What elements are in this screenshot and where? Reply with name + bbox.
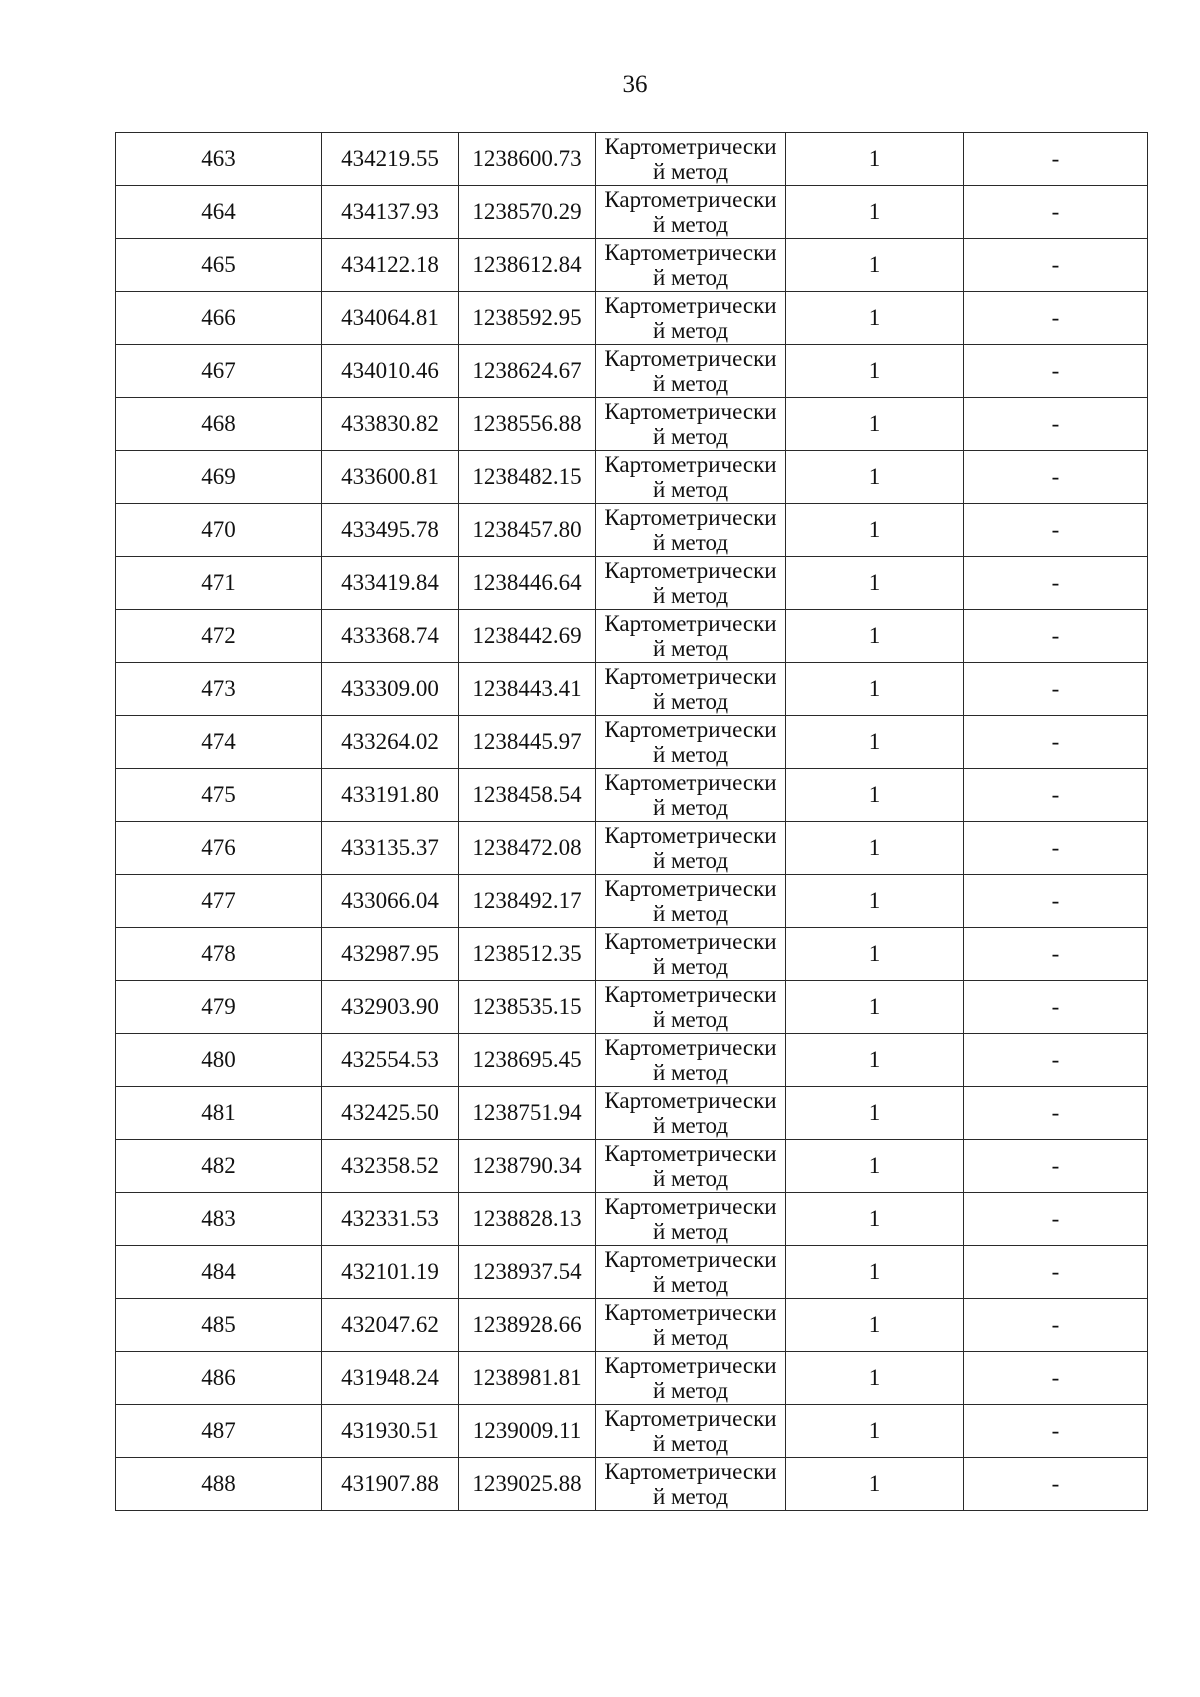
x-coordinate-cell: 432425.50 xyxy=(322,1087,459,1140)
method-line-1: Картометрически xyxy=(604,505,777,530)
note-cell: - xyxy=(964,822,1148,875)
y-coordinate-cell: 1238928.66 xyxy=(459,1299,596,1352)
accuracy-cell: 1 xyxy=(786,981,964,1034)
note-cell: - xyxy=(964,1299,1148,1352)
method-line-1: Картометрически xyxy=(604,1088,777,1113)
y-coordinate-cell: 1238443.41 xyxy=(459,663,596,716)
accuracy-cell: 1 xyxy=(786,292,964,345)
method-line-1: Картометрически xyxy=(604,1194,777,1219)
point-number-cell: 466 xyxy=(116,292,322,345)
method-line-2: й метод xyxy=(652,1272,729,1297)
x-coordinate-cell: 432554.53 xyxy=(322,1034,459,1087)
method-line-1: Картометрически xyxy=(604,346,777,371)
method-line-2: й метод xyxy=(652,265,729,290)
table-row xyxy=(116,1352,1148,1405)
table-row xyxy=(116,186,1148,239)
table-body xyxy=(116,133,1148,1511)
method-cell xyxy=(596,1193,786,1246)
method-line-2: й метод xyxy=(652,1219,729,1244)
method-cell xyxy=(596,875,786,928)
x-coordinate-cell: 433495.78 xyxy=(322,504,459,557)
accuracy-cell: 1 xyxy=(786,822,964,875)
table-row xyxy=(116,822,1148,875)
point-number-cell: 472 xyxy=(116,610,322,663)
note-cell: - xyxy=(964,239,1148,292)
method-line-1: Картометрически xyxy=(604,1035,777,1060)
accuracy-cell: 1 xyxy=(786,398,964,451)
note-cell: - xyxy=(964,1087,1148,1140)
accuracy-cell: 1 xyxy=(786,1087,964,1140)
point-number-cell: 467 xyxy=(116,345,322,398)
accuracy-cell: 1 xyxy=(786,1299,964,1352)
method-line-2: й метод xyxy=(652,1484,729,1509)
accuracy-cell: 1 xyxy=(786,1140,964,1193)
method-cell xyxy=(596,504,786,557)
point-number-cell: 475 xyxy=(116,769,322,822)
point-number-cell: 484 xyxy=(116,1246,322,1299)
note-cell: - xyxy=(964,1458,1148,1511)
y-coordinate-cell: 1238482.15 xyxy=(459,451,596,504)
method-line-1: Картометрически xyxy=(604,1406,777,1431)
table-row xyxy=(116,504,1148,557)
method-line-1: Картометрически xyxy=(604,293,777,318)
table-row xyxy=(116,1034,1148,1087)
note-cell: - xyxy=(964,1246,1148,1299)
point-number-cell: 477 xyxy=(116,875,322,928)
note-cell: - xyxy=(964,1405,1148,1458)
method-cell xyxy=(596,928,786,981)
x-coordinate-cell: 432047.62 xyxy=(322,1299,459,1352)
method-cell xyxy=(596,292,786,345)
method-cell xyxy=(596,1299,786,1352)
x-coordinate-cell: 434137.93 xyxy=(322,186,459,239)
method-line-2: й метод xyxy=(652,1325,729,1350)
method-line-1: Картометрически xyxy=(604,717,777,742)
method-cell xyxy=(596,1140,786,1193)
x-coordinate-cell: 431930.51 xyxy=(322,1405,459,1458)
page-number: 36 xyxy=(622,71,648,98)
method-cell xyxy=(596,822,786,875)
method-line-2: й метод xyxy=(652,689,729,714)
accuracy-cell: 1 xyxy=(786,875,964,928)
method-line-2: й метод xyxy=(652,848,729,873)
x-coordinate-cell: 433309.00 xyxy=(322,663,459,716)
y-coordinate-cell: 1238445.97 xyxy=(459,716,596,769)
accuracy-cell: 1 xyxy=(786,504,964,557)
method-line-2: й метод xyxy=(652,371,729,396)
method-cell xyxy=(596,716,786,769)
method-line-2: й метод xyxy=(652,1378,729,1403)
table-row xyxy=(116,928,1148,981)
y-coordinate-cell: 1238624.67 xyxy=(459,345,596,398)
method-cell xyxy=(596,451,786,504)
point-number-cell: 474 xyxy=(116,716,322,769)
y-coordinate-cell: 1238472.08 xyxy=(459,822,596,875)
point-number-cell: 470 xyxy=(116,504,322,557)
y-coordinate-cell: 1238570.29 xyxy=(459,186,596,239)
table-row xyxy=(116,1299,1148,1352)
x-coordinate-cell: 434122.18 xyxy=(322,239,459,292)
point-number-cell: 480 xyxy=(116,1034,322,1087)
note-cell: - xyxy=(964,292,1148,345)
method-line-2: й метод xyxy=(652,636,729,661)
accuracy-cell: 1 xyxy=(786,239,964,292)
x-coordinate-cell: 431907.88 xyxy=(322,1458,459,1511)
note-cell: - xyxy=(964,398,1148,451)
method-line-2: й метод xyxy=(652,1113,729,1138)
x-coordinate-cell: 432331.53 xyxy=(322,1193,459,1246)
method-cell xyxy=(596,610,786,663)
table-row xyxy=(116,769,1148,822)
method-cell xyxy=(596,1352,786,1405)
method-line-2: й метод xyxy=(652,1060,729,1085)
method-cell xyxy=(596,133,786,186)
x-coordinate-cell: 433135.37 xyxy=(322,822,459,875)
method-line-2: й метод xyxy=(652,1166,729,1191)
method-line-2: й метод xyxy=(652,530,729,555)
method-cell xyxy=(596,1087,786,1140)
y-coordinate-cell: 1238751.94 xyxy=(459,1087,596,1140)
method-line-1: Картометрически xyxy=(604,929,777,954)
y-coordinate-cell: 1238695.45 xyxy=(459,1034,596,1087)
method-line-1: Картометрически xyxy=(604,452,777,477)
table-row xyxy=(116,1458,1148,1511)
method-cell xyxy=(596,1458,786,1511)
note-cell: - xyxy=(964,875,1148,928)
table-row xyxy=(116,345,1148,398)
point-number-cell: 488 xyxy=(116,1458,322,1511)
note-cell: - xyxy=(964,186,1148,239)
method-line-2: й метод xyxy=(652,583,729,608)
y-coordinate-cell: 1239025.88 xyxy=(459,1458,596,1511)
note-cell: - xyxy=(964,557,1148,610)
point-number-cell: 471 xyxy=(116,557,322,610)
y-coordinate-cell: 1238442.69 xyxy=(459,610,596,663)
table-row xyxy=(116,451,1148,504)
point-number-cell: 469 xyxy=(116,451,322,504)
table-row xyxy=(116,133,1148,186)
note-cell: - xyxy=(964,1034,1148,1087)
table-row xyxy=(116,398,1148,451)
method-line-2: й метод xyxy=(652,318,729,343)
table-row xyxy=(116,292,1148,345)
note-cell: - xyxy=(964,928,1148,981)
note-cell: - xyxy=(964,345,1148,398)
method-cell xyxy=(596,557,786,610)
x-coordinate-cell: 433066.04 xyxy=(322,875,459,928)
y-coordinate-cell: 1238612.84 xyxy=(459,239,596,292)
y-coordinate-cell: 1238492.17 xyxy=(459,875,596,928)
note-cell: - xyxy=(964,504,1148,557)
x-coordinate-cell: 433368.74 xyxy=(322,610,459,663)
table-row xyxy=(116,1405,1148,1458)
method-cell xyxy=(596,345,786,398)
y-coordinate-cell: 1238458.54 xyxy=(459,769,596,822)
point-number-cell: 479 xyxy=(116,981,322,1034)
x-coordinate-cell: 433830.82 xyxy=(322,398,459,451)
note-cell: - xyxy=(964,769,1148,822)
table-row xyxy=(116,610,1148,663)
x-coordinate-cell: 431948.24 xyxy=(322,1352,459,1405)
point-number-cell: 482 xyxy=(116,1140,322,1193)
method-line-2: й метод xyxy=(652,212,729,237)
table-row xyxy=(116,1246,1148,1299)
method-line-1: Картометрически xyxy=(604,1247,777,1272)
method-line-2: й метод xyxy=(652,901,729,926)
x-coordinate-cell: 432101.19 xyxy=(322,1246,459,1299)
method-cell xyxy=(596,1034,786,1087)
x-coordinate-cell: 434064.81 xyxy=(322,292,459,345)
method-cell xyxy=(596,1405,786,1458)
method-cell xyxy=(596,239,786,292)
method-line-1: Картометрически xyxy=(604,611,777,636)
method-line-1: Картометрически xyxy=(604,982,777,1007)
y-coordinate-cell: 1238446.64 xyxy=(459,557,596,610)
point-number-cell: 463 xyxy=(116,133,322,186)
method-line-2: й метод xyxy=(652,477,729,502)
method-line-1: Картометрически xyxy=(604,1353,777,1378)
method-cell xyxy=(596,663,786,716)
table-row xyxy=(116,716,1148,769)
accuracy-cell: 1 xyxy=(786,663,964,716)
method-line-2: й метод xyxy=(652,795,729,820)
method-cell xyxy=(596,981,786,1034)
coordinates-table xyxy=(115,132,1148,1511)
accuracy-cell: 1 xyxy=(786,928,964,981)
x-coordinate-cell: 432903.90 xyxy=(322,981,459,1034)
accuracy-cell: 1 xyxy=(786,769,964,822)
method-line-1: Картометрически xyxy=(604,187,777,212)
accuracy-cell: 1 xyxy=(786,1405,964,1458)
point-number-cell: 487 xyxy=(116,1405,322,1458)
y-coordinate-cell: 1238592.95 xyxy=(459,292,596,345)
point-number-cell: 468 xyxy=(116,398,322,451)
y-coordinate-cell: 1238828.13 xyxy=(459,1193,596,1246)
y-coordinate-cell: 1238937.54 xyxy=(459,1246,596,1299)
table-row xyxy=(116,557,1148,610)
x-coordinate-cell: 432358.52 xyxy=(322,1140,459,1193)
point-number-cell: 465 xyxy=(116,239,322,292)
method-line-1: Картометрически xyxy=(604,399,777,424)
point-number-cell: 486 xyxy=(116,1352,322,1405)
accuracy-cell: 1 xyxy=(786,186,964,239)
method-line-1: Картометрически xyxy=(604,1141,777,1166)
accuracy-cell: 1 xyxy=(786,557,964,610)
method-line-2: й метод xyxy=(652,954,729,979)
table-row xyxy=(116,1140,1148,1193)
point-number-cell: 485 xyxy=(116,1299,322,1352)
y-coordinate-cell: 1238512.35 xyxy=(459,928,596,981)
accuracy-cell: 1 xyxy=(786,610,964,663)
accuracy-cell: 1 xyxy=(786,716,964,769)
point-number-cell: 464 xyxy=(116,186,322,239)
note-cell: - xyxy=(964,451,1148,504)
x-coordinate-cell: 433264.02 xyxy=(322,716,459,769)
accuracy-cell: 1 xyxy=(786,1193,964,1246)
table-row xyxy=(116,981,1148,1034)
point-number-cell: 473 xyxy=(116,663,322,716)
table-row xyxy=(116,239,1148,292)
table-row xyxy=(116,1193,1148,1246)
table-row xyxy=(116,663,1148,716)
y-coordinate-cell: 1238556.88 xyxy=(459,398,596,451)
method-line-2: й метод xyxy=(652,742,729,767)
x-coordinate-cell: 433600.81 xyxy=(322,451,459,504)
point-number-cell: 476 xyxy=(116,822,322,875)
method-line-1: Картометрически xyxy=(604,1300,777,1325)
note-cell: - xyxy=(964,1140,1148,1193)
method-cell xyxy=(596,398,786,451)
note-cell: - xyxy=(964,1352,1148,1405)
method-line-2: й метод xyxy=(652,1431,729,1456)
note-cell: - xyxy=(964,663,1148,716)
y-coordinate-cell: 1238981.81 xyxy=(459,1352,596,1405)
method-cell xyxy=(596,769,786,822)
point-number-cell: 481 xyxy=(116,1087,322,1140)
table-row xyxy=(116,875,1148,928)
method-cell xyxy=(596,1246,786,1299)
accuracy-cell: 1 xyxy=(786,1034,964,1087)
accuracy-cell: 1 xyxy=(786,1458,964,1511)
method-line-2: й метод xyxy=(652,159,729,184)
method-line-1: Картометрически xyxy=(604,1459,777,1484)
x-coordinate-cell: 432987.95 xyxy=(322,928,459,981)
x-coordinate-cell: 434219.55 xyxy=(322,133,459,186)
point-number-cell: 483 xyxy=(116,1193,322,1246)
method-line-1: Картометрически xyxy=(604,558,777,583)
accuracy-cell: 1 xyxy=(786,451,964,504)
table-row xyxy=(116,1087,1148,1140)
method-line-1: Картометрически xyxy=(604,876,777,901)
note-cell: - xyxy=(964,133,1148,186)
method-line-1: Картометрически xyxy=(604,240,777,265)
note-cell: - xyxy=(964,1193,1148,1246)
accuracy-cell: 1 xyxy=(786,133,964,186)
note-cell: - xyxy=(964,716,1148,769)
y-coordinate-cell: 1238790.34 xyxy=(459,1140,596,1193)
x-coordinate-cell: 433191.80 xyxy=(322,769,459,822)
accuracy-cell: 1 xyxy=(786,1246,964,1299)
method-line-2: й метод xyxy=(652,1007,729,1032)
method-line-2: й метод xyxy=(652,424,729,449)
x-coordinate-cell: 434010.46 xyxy=(322,345,459,398)
method-line-1: Картометрически xyxy=(604,134,777,159)
method-line-1: Картометрически xyxy=(604,664,777,689)
x-coordinate-cell: 433419.84 xyxy=(322,557,459,610)
y-coordinate-cell: 1238457.80 xyxy=(459,504,596,557)
accuracy-cell: 1 xyxy=(786,345,964,398)
method-cell xyxy=(596,186,786,239)
y-coordinate-cell: 1238535.15 xyxy=(459,981,596,1034)
note-cell: - xyxy=(964,981,1148,1034)
method-line-1: Картометрически xyxy=(604,770,777,795)
method-line-1: Картометрически xyxy=(604,823,777,848)
point-number-cell: 478 xyxy=(116,928,322,981)
y-coordinate-cell: 1238600.73 xyxy=(459,133,596,186)
note-cell: - xyxy=(964,610,1148,663)
y-coordinate-cell: 1239009.11 xyxy=(459,1405,596,1458)
accuracy-cell: 1 xyxy=(786,1352,964,1405)
